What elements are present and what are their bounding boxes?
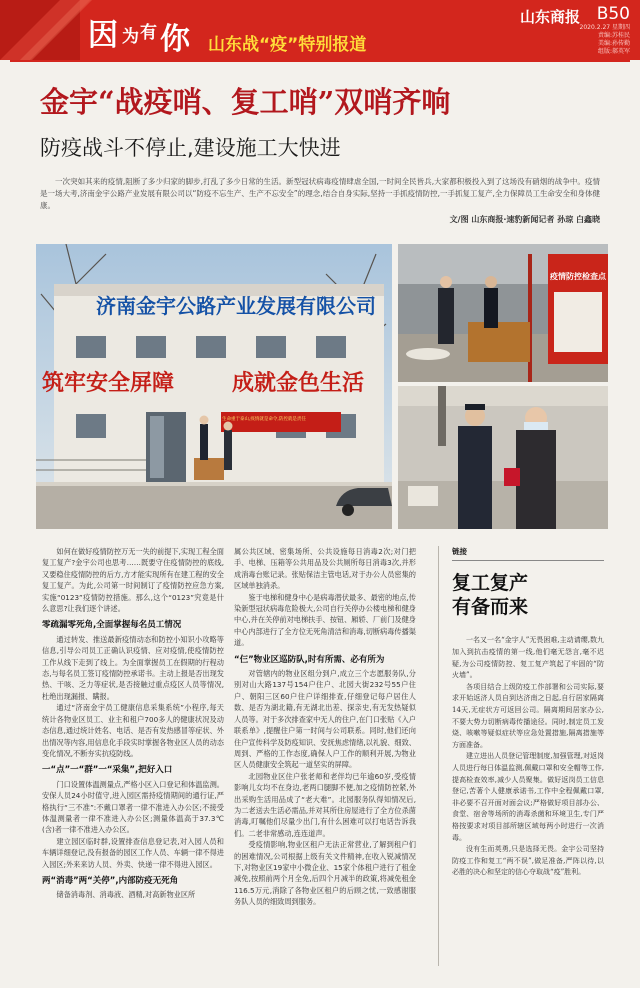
paragraph: 鉴于电梯和健身中心是病毒潜伏最多、最密的地点,传染新型冠状病毒危险极大,公司自行关停办公楼电梯和健身中心,并在关停前对电梯扶手、按钮、厢轿、厂前门及健身中心内部进行了全方位无死角清洁和消毒,切断病毒传播渠道。 bbox=[234, 592, 416, 648]
masthead-meta bbox=[580, 24, 630, 56]
sidebar-title-line: 复工复产 bbox=[452, 572, 529, 595]
column-char-4: 你 bbox=[160, 22, 190, 57]
meta-line: 2020.2.27 星期四 bbox=[579, 24, 630, 31]
page-header-banner bbox=[0, 0, 640, 60]
paragraph: 各项目结合上级防疫工作部署和公司实际,要求开始返济人员自到达济南之日起,自行居家隔离14天,无症状方可返回公司。隔离期间居家办公,不要大势力切断病毒传播途径。同时,制定员工发烧、咳嗽等疑似症状等应急处置措施,隔离措施等方面准备。 bbox=[452, 682, 604, 749]
photo-checkpoint bbox=[398, 244, 608, 382]
red-banner-text: 生命重于泰山,疫情就是命令,防控就是责任 bbox=[222, 417, 306, 422]
sidebar-tag: 链接 bbox=[452, 546, 604, 561]
temperature-check-illustration bbox=[398, 386, 608, 529]
paragraph: 对管辖内的物业区组分到户,成立三个志愿服务队,分别对山大路137号154户住户、北园大街232号55户住户、朝阳三区60户住户详细排查,仔细登记每户居住人数、是否为湖北籍,有无湖北出差、探亲史,有无发热疑似人员等。对于多次排查家中无人的住户,在门口张贴《入户联系单》,提醒住户第一时间与公司联系。同时,他们还向住户宣传科学及防疫知识、安抚焦虑情绪,以礼貌、细致、周到、严格的工作态度,确保人户工作的顺利开展,为物业区人员健康安全筑起一道坚实的屏障。 bbox=[234, 669, 416, 770]
paragraph: 建立园区临时群,设置排查信息登记表,对入园人员和车辆详细登记,没有报备的园区工作人员、车辆一律不得进入园区;外来来访人员、外卖、快递一律不得进入园区。 bbox=[42, 836, 224, 869]
article-headline: 金宇“战疫哨、复工哨”双哨齐响 bbox=[40, 85, 451, 119]
paragraph: 建立进出人员登记管理制度,加强管理,对返岗人员进行每日体温监测,佩戴口罩和安全帽等工作,提高检查效率,减少人员聚集。做好返岗员工信息登记,苦著个人健康承诺书,工作中全程佩戴口罩,非必要不召开面对面会议;严格做好项目部办公、食堂、宿舍等场所的消毒杀菌和环境卫生,专门严格按要求对项目部所辖区域每两小时进行一次消毒。 bbox=[452, 752, 604, 842]
article-column-1 bbox=[42, 546, 224, 901]
paragraph: 储备消毒剂、消毒液、酒精,对高新物业区所 bbox=[56, 890, 196, 900]
paragraph: 北园物业区住户张老师和老伴均已年逾60岁,受疫情影响儿女均不在身边,老两口腿脚不便,加之疫情防控紧,外出采购生活用品成了“老大难”。北园服务队得知情况后,为二老送去生活必需品,并对其所住房屋进行了全方位杀菌消毒,叮嘱他们尽量少出门,有什么困难可以打电话告诉我们。二老非常感动,连连道声。 bbox=[234, 771, 416, 838]
section-heading: “仨”物业区巡防队,时有所需、必有所为 bbox=[234, 654, 385, 665]
paragraph: 通过“济南金宇员工健康信息采集系统”小程序,每天统计各物业区员工、业主和租户700多人的健康状况及动态信息,通过统计姓名、电话、是否有发热感冒等症状、外出情况等内容,用信息化手段实时掌握各物业区人员的动态变化情况,不断夯实抗疫防线。 bbox=[42, 703, 224, 758]
paragraph: 一名又一名“金宇人”无畏困难,主动请缨,数九加入到抗击疫情的第一线,他们毫无怨言,毫不迟疑,为公司疫情防控、复工复产筑起了牢固的“防火墙”。 bbox=[452, 636, 604, 680]
checkpoint-illustration bbox=[398, 244, 608, 382]
meta-line: 美编:孙传勤 bbox=[597, 40, 630, 47]
company-sign: 济南金宇公路产业发展有限公司 bbox=[96, 294, 376, 318]
section-heading: 一“点”一“群”一“采集”,把好入口 bbox=[42, 765, 173, 776]
slogan-left: 筑牢安全屏障 bbox=[42, 371, 175, 396]
article-byline: 文/图 山东商报·速豹新闻记者 孙琼 白鑫晓 bbox=[449, 215, 600, 224]
main-photo-company-building bbox=[36, 244, 392, 529]
sidebar-title-line: 有备而来 bbox=[452, 596, 529, 619]
sidebar-link-article bbox=[452, 546, 604, 879]
meta-line: 组版:郝英军 bbox=[597, 48, 630, 55]
series-title: 山东战“疫”特别报道 bbox=[208, 35, 367, 55]
column-divider bbox=[438, 546, 439, 966]
article-lead: 一次突如其来的疫情,阻断了多少归家的脚步,打乱了多少日常的生活。新型冠状病毒疫情肆虐全国,一时间全民皆兵,大家都积极投入到了这场没有硝烟的战争中。疫情是一场大考,济南金宇公路产业发展有限公司以“防疫不忘生产、生产不忘安全”的理念,结合自身实际,坚持一手抓疫情防控,一手抓复工复产,全力保障员工生命安全和身体健康。 bbox=[40, 177, 600, 210]
paragraph: 通过转发、推送最新疫情动态和防控小知识小攻略等信息,引导公司员工正确认识疫情、应对疫情,使疫情防控工作从线下走到了线上。为全面掌握员工在假期的行程动态,与每名员工签订疫情防控承诺书。主动上报是否出现发热、干咳、乏力等症状,是否接触过重点疫区人员等情况,杜绝出现漏报、瞒报。 bbox=[42, 634, 224, 701]
sidebar-title bbox=[452, 571, 604, 619]
column-char-2: 为 bbox=[122, 27, 139, 47]
slogan-right: 成就金色生活 bbox=[232, 371, 365, 396]
section-heading: 零疏漏零死角,全面掌握每名员工情况 bbox=[42, 620, 182, 631]
meta-line: 责编:苏桂民 bbox=[597, 32, 630, 39]
column-char-3: 有 bbox=[140, 23, 157, 43]
article-column-2 bbox=[234, 546, 416, 908]
paragraph: 属公共区域、密集场所、公共设施每日消毒2次;对门把手、电梯、压箱等公共用品及公共厕所每日消毒3次,并形成消毒台账记录。张贴保洁主管电话,对于办公人员密集的区域单独消杀。 bbox=[234, 547, 416, 591]
paragraph: 没有生而英勇,只是选择无畏。金宇公司坚持防疫工作和复工“两不误”,做足准备,严阵以待,以必胜的决心和坚定的信心夺取战“疫”胜利。 bbox=[452, 845, 604, 877]
column-char-1: 因 bbox=[88, 18, 118, 53]
checkpoint-board-title: 疫情防控检查点 bbox=[550, 272, 606, 281]
photo-temperature-check bbox=[398, 386, 608, 529]
paragraph: 如何在做好疫情防控万无一失的前提下,实现工程全面复工复产?金宇公司也思考……既要守住疫情防控的底线,又要稳住疫情防控的后方,方才能实现所有在建工程的安全复工复产。为此,公司第一时间制订了疫情防控应急方案,实施“0123”疫情防控措施。那么,这个“0123”究竟是什么意思?让我们逐个讲述。 bbox=[42, 547, 224, 614]
page-number: B50 bbox=[596, 4, 630, 24]
paragraph: 受疫情影响,物业区租户无法正常营业,了解到租户们的困难情况,公司根据上级有关文件精神,在收入锐减情况下,对物业区19家中小微企业、15家个体租户进行了租金减免,按照前两个月全免,后四个月减半的政策,将减免租金116.5万元,消除了各物业区租户的后顾之忧,一致感谢服务队人员的细致周到服务。 bbox=[234, 840, 416, 907]
paragraph: 门口设置体温测量点,严格小区入口登记和体温监测。安保人员24小时值守,进入园区需持疫情期间的通行证,严格执行“三不准”:不戴口罩者一律不准进入办公区;不接受体温测量者一律不准进入办公区;测量体温高于37.3℃(含)者一律不准进入办公区。 bbox=[42, 779, 224, 835]
article-subhead: 防疫战斗不停止,建设施工大快进 bbox=[40, 136, 341, 160]
section-heading: 两“消毒”两“关停”,内部防疫无死角 bbox=[42, 875, 179, 886]
header-rule bbox=[10, 60, 630, 62]
newspaper-name: 山东商报 bbox=[519, 8, 580, 26]
